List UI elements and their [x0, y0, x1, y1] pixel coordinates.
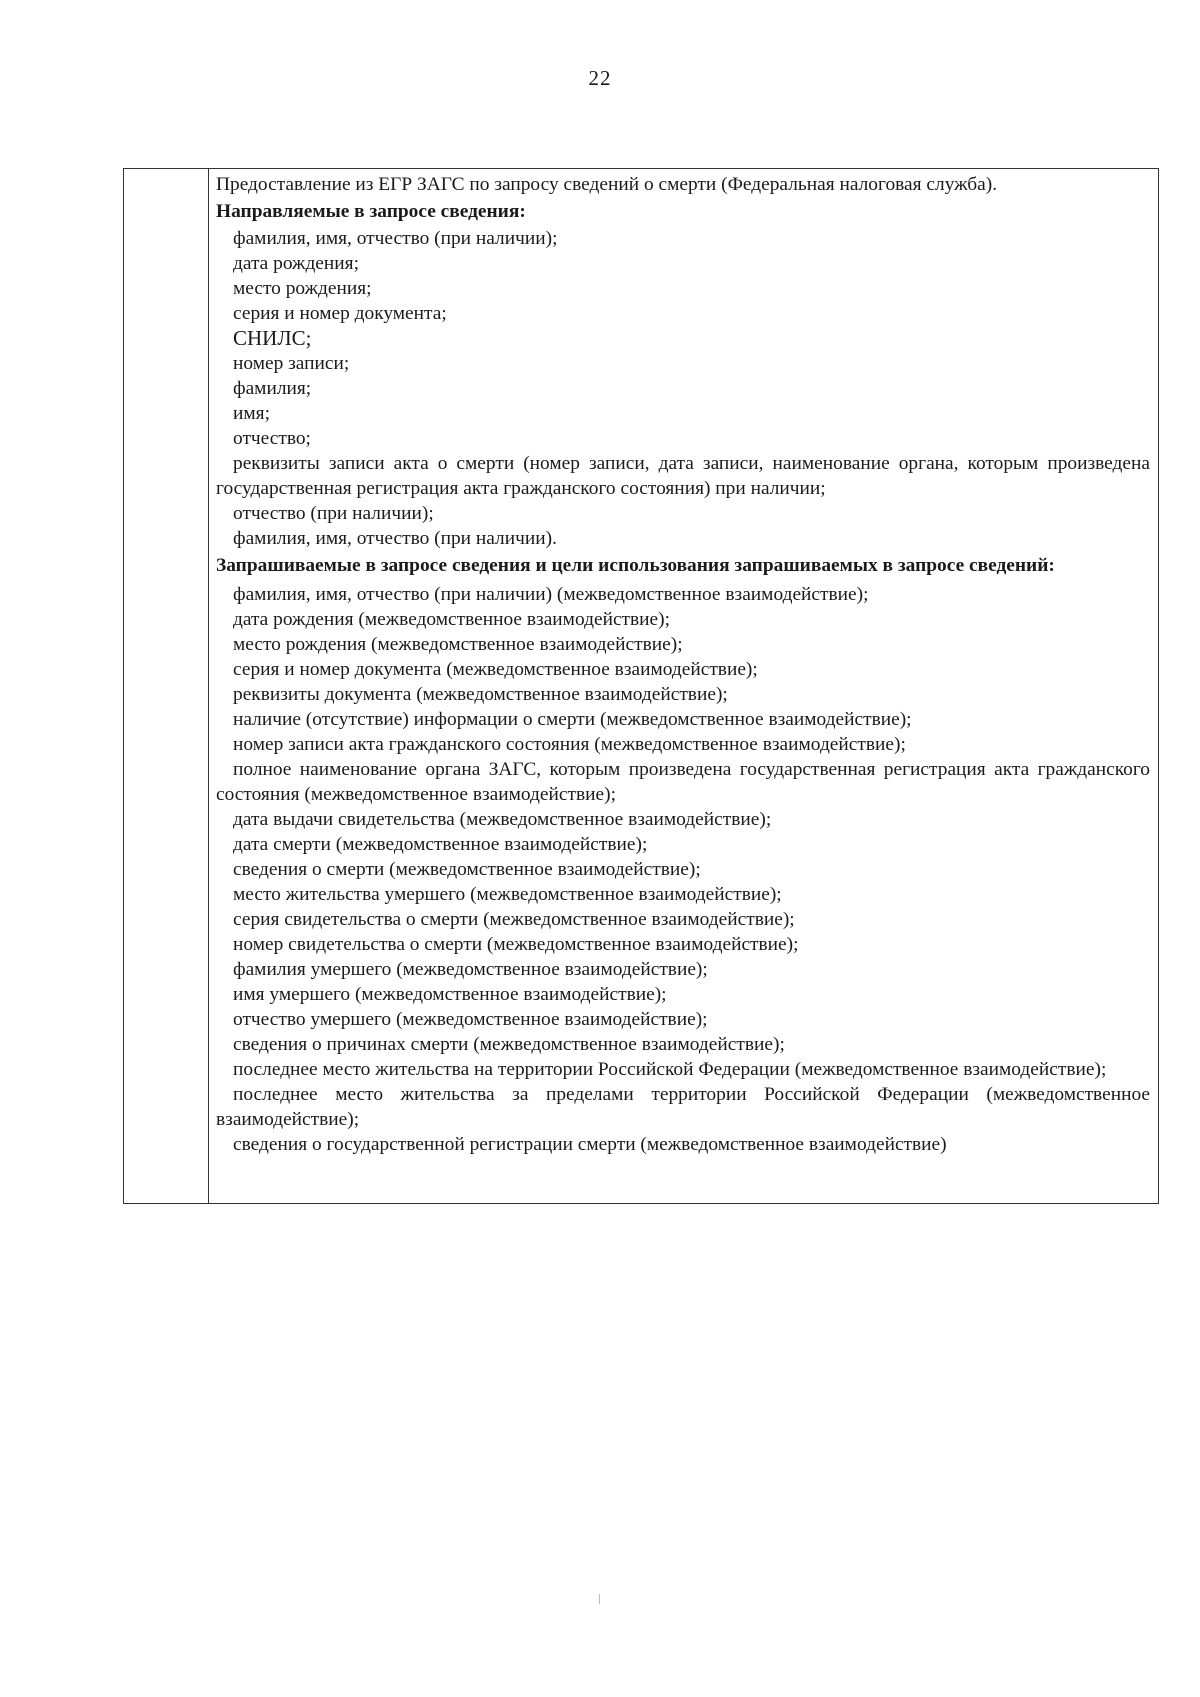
requested-item: сведения о смерти (межведомственное взаимодействие); — [233, 859, 701, 880]
requested-item: полное наименование органа ЗАГС, которым произведена государственная регистрация акта гражданского состояния (межведомственное взаимодействие); — [216, 759, 1150, 805]
requested-item: фамилия, имя, отчество (при наличии) (межведомственное взаимодействие); — [233, 584, 869, 605]
requested-item: место жительства умершего (межведомственное взаимодействие); — [233, 884, 782, 905]
sent-item: фамилия, имя, отчество (при наличии); — [233, 228, 558, 249]
sent-item: дата рождения; — [233, 253, 359, 274]
requested-item: серия и номер документа (межведомственное взаимодействие); — [233, 659, 758, 680]
requested-item: дата выдачи свидетельства (межведомственное взаимодействие); — [233, 809, 772, 830]
document-table — [123, 168, 1159, 1204]
requested-item: последнее место жительства за пределами территории Российской Федерации (межведомственное взаимодействие); — [216, 1084, 1150, 1130]
sent-item: реквизиты записи акта о смерти (номер записи, дата записи, наименование органа, которым произведена государственная регистрация акта гражданского состояния) при наличии; — [216, 453, 1150, 499]
page-number: 22 — [588, 66, 612, 90]
requested-item: реквизиты документа (межведомственное взаимодействие); — [233, 684, 728, 705]
requested-item: сведения о причинах смерти (межведомственное взаимодействие); — [233, 1034, 785, 1055]
sent-item: серия и номер документа; — [233, 303, 447, 324]
table-content-cell — [209, 169, 1158, 1203]
requested-item: номер записи акта гражданского состояния (межведомственное взаимодействие); — [233, 734, 906, 755]
requested-item: дата смерти (межведомственное взаимодействие); — [233, 834, 648, 855]
requested-item: номер свидетельства о смерти (межведомственное взаимодействие); — [233, 934, 799, 955]
requested-heading: Запрашиваемые в запросе сведения и цели использования запрашиваемых в запросе сведений: — [216, 555, 1055, 576]
sent-item: отчество (при наличии); — [233, 503, 434, 524]
requested-item: наличие (отсутствие) информации о смерти (межведомственное взаимодействие); — [233, 709, 912, 730]
sent-item: место рождения; — [233, 278, 372, 299]
requested-item: сведения о государственной регистрации смерти (межведомственное взаимодействие) — [233, 1134, 947, 1155]
sent-item: СНИЛС; — [233, 326, 312, 350]
requested-item: имя умершего (межведомственное взаимодействие); — [233, 984, 667, 1005]
requested-item: отчество умершего (межведомственное взаимодействие); — [233, 1009, 708, 1030]
sent-item: фамилия, имя, отчество (при наличии). — [233, 528, 557, 549]
intro-text: Предоставление из ЕГР ЗАГС по запросу сведений о смерти (Федеральная налоговая служба). — [216, 174, 998, 195]
sent-item: имя; — [233, 403, 270, 424]
requested-item: последнее место жительства на территории Российской Федерации (межведомственное взаимодействие); — [233, 1059, 1107, 1080]
table-left-cell — [124, 169, 209, 1203]
sent-heading: Направляемые в запросе сведения: — [216, 201, 526, 222]
requested-item: место рождения (межведомственное взаимодействие); — [233, 634, 683, 655]
sent-item: фамилия; — [233, 378, 312, 399]
requested-item: фамилия умершего (межведомственное взаимодействие); — [233, 959, 708, 980]
requested-item: дата рождения (межведомственное взаимодействие); — [233, 609, 671, 630]
scan-mark — [599, 1594, 600, 1604]
sent-item: отчество; — [233, 428, 311, 449]
requested-item: серия свидетельства о смерти (межведомственное взаимодействие); — [233, 909, 795, 930]
sent-item: номер записи; — [233, 353, 350, 374]
